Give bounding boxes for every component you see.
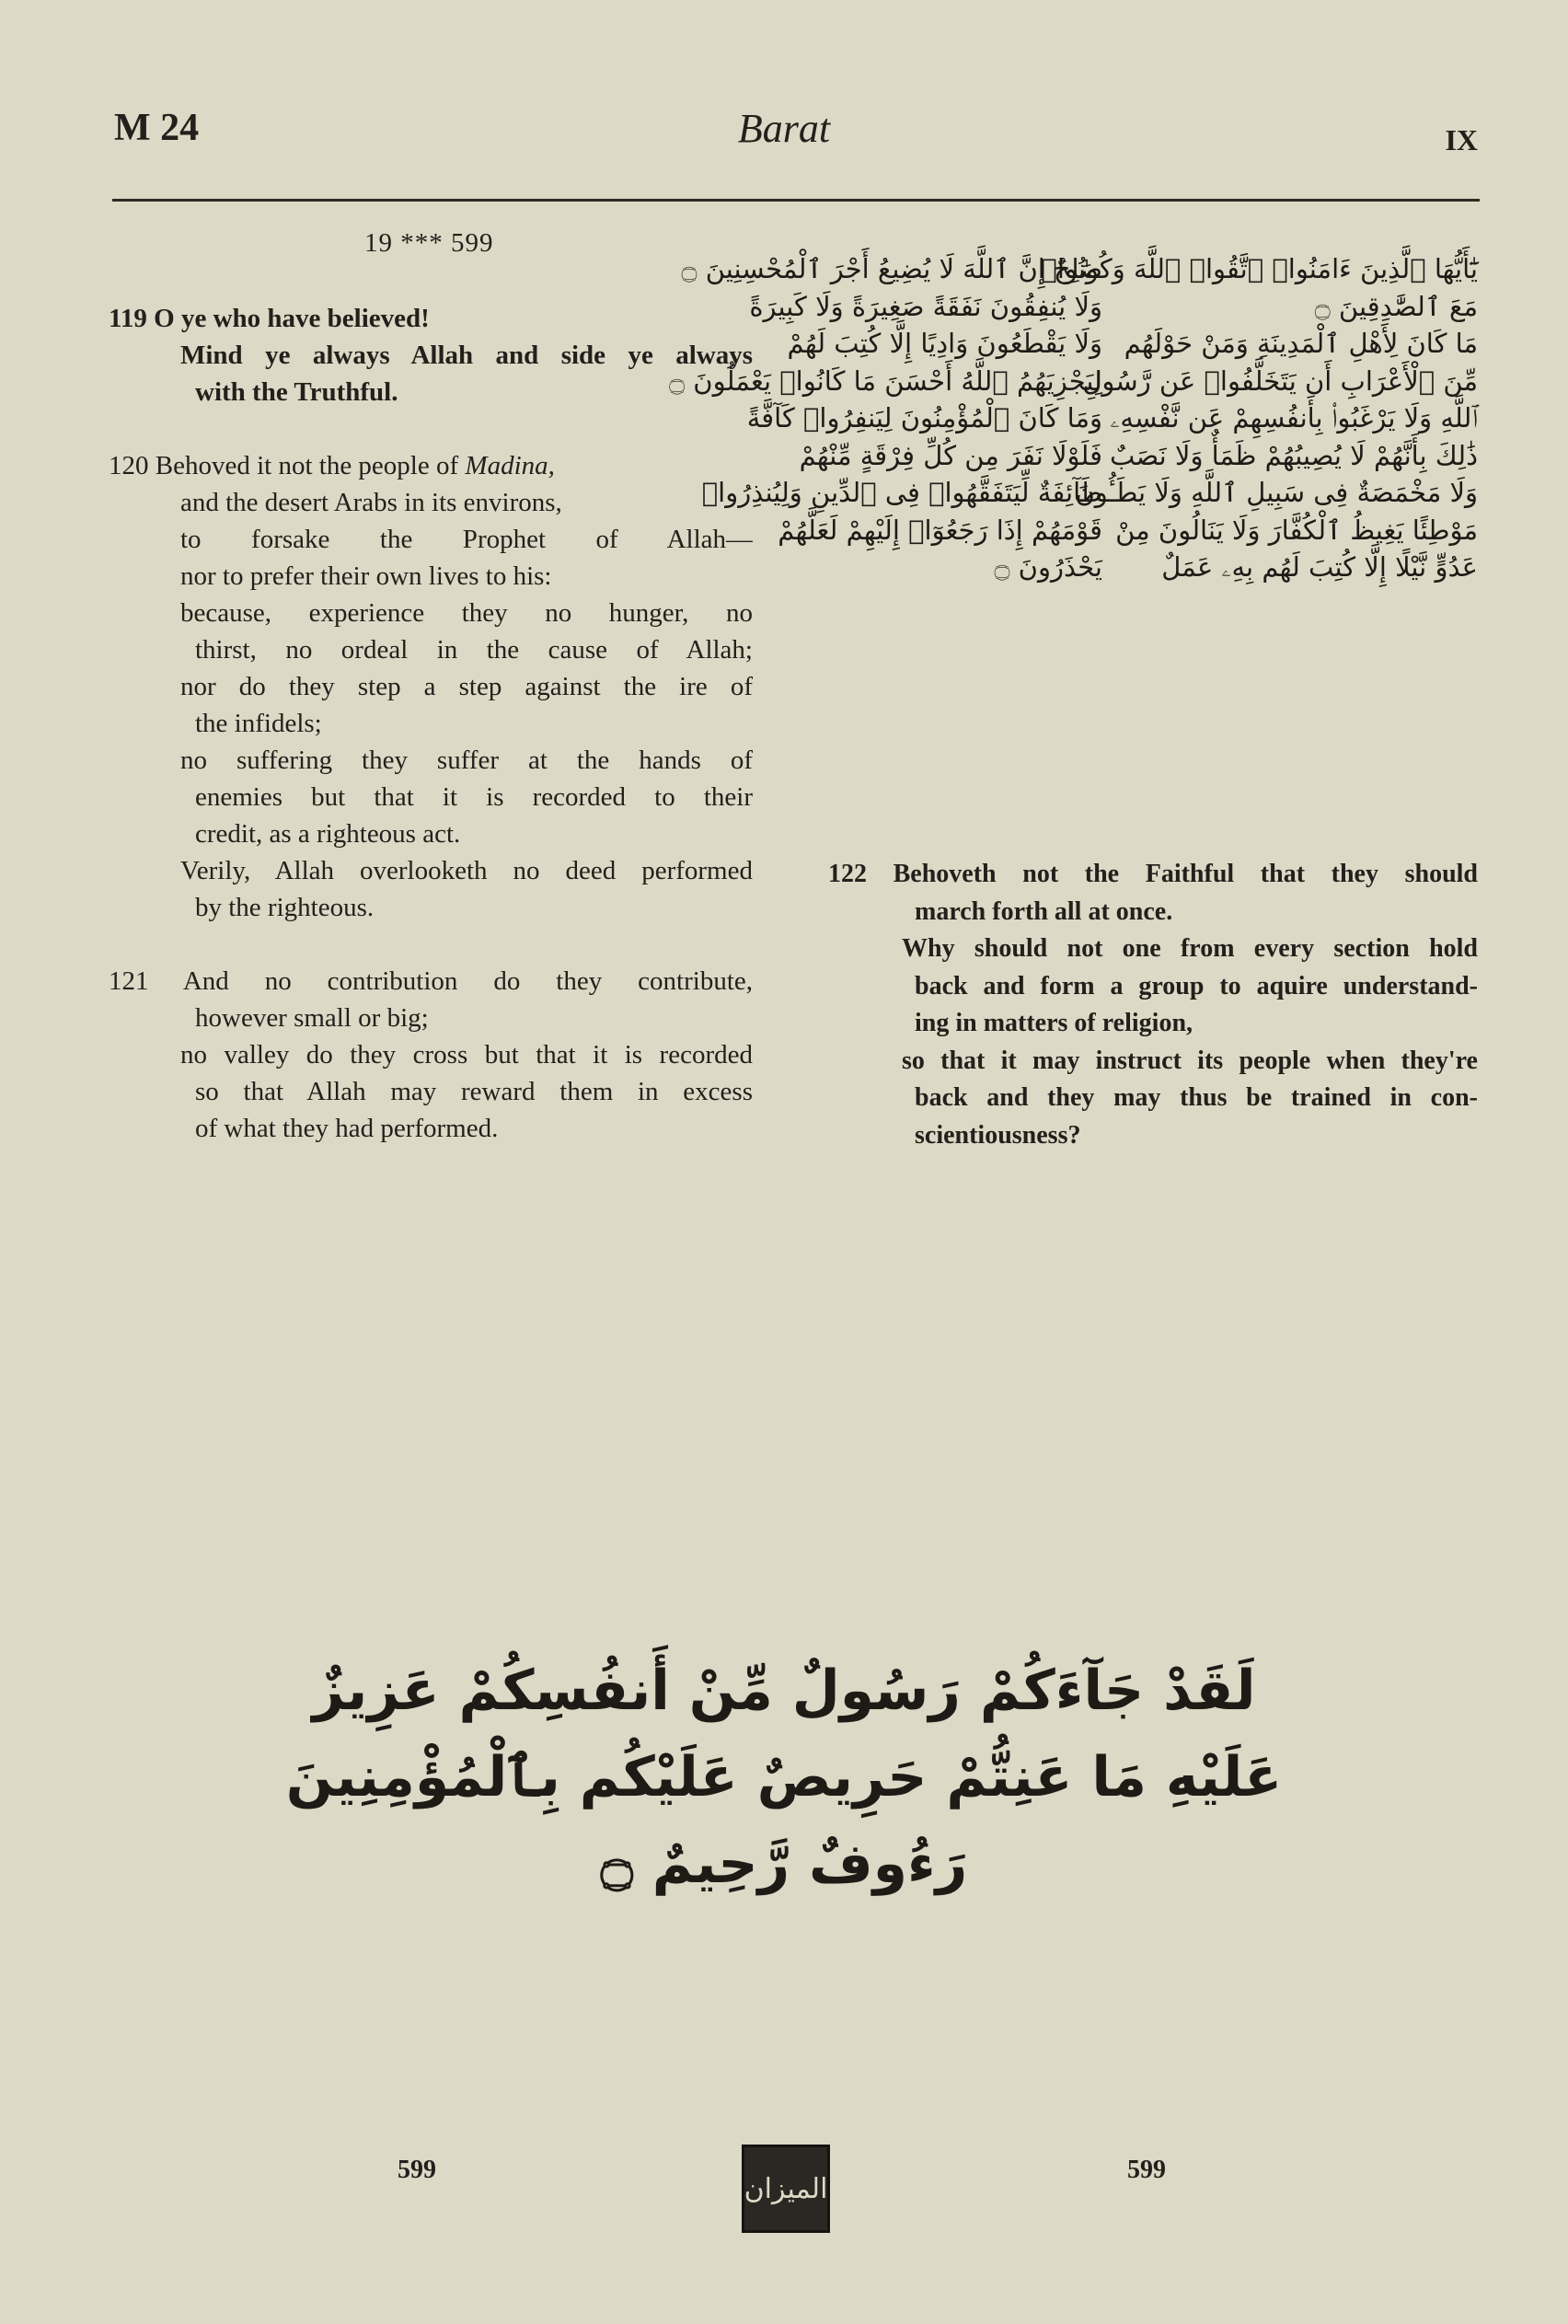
verse-line: ing in matters of religion, bbox=[915, 1009, 1193, 1037]
verse-line: no valley do they cross but that it is recorded bbox=[180, 1040, 753, 1070]
verse-line-text: 120 Behoved it not the people of bbox=[109, 451, 466, 480]
verse-line: back and form a group to aquire understand- bbox=[915, 971, 1478, 1000]
arabic-line: ذَٰلِكَ بِأَنَّهُمْ لَا يُصِيبُهُمْ ظَمَأٌ وَلَا نَصَبٌ bbox=[1110, 439, 1478, 471]
arabic-line: وَلَا يَقْطَعُونَ وَادِيًا إِلَّا كُتِبَ لَهُمْ bbox=[787, 328, 1102, 359]
header-rule bbox=[112, 199, 1480, 202]
verse-line: back and they may thus be trained in con- bbox=[915, 1083, 1478, 1112]
verse-121 bbox=[109, 963, 753, 1147]
header-chapter: IX bbox=[1445, 123, 1478, 156]
arabic-line: يَٰٓأَيُّهَا ٱلَّذِينَ ءَامَنُوا۟ ٱتَّقُوا۟ ٱللَّهَ وَكُونُوا۟ bbox=[1041, 253, 1478, 284]
arabic-line: لِيَجْزِيَهُمُ ٱللَّهُ أَحْسَنَ مَا كَانُوا۟ يَعْمَلُونَ ۝ bbox=[669, 364, 1102, 397]
verse-line: of what they had performed. bbox=[195, 1114, 499, 1143]
arabic-text-left-column bbox=[669, 250, 1102, 586]
verse-line: thirst, no ordeal in the cause of Allah; bbox=[195, 635, 753, 665]
verse-line: so that Allah may reward them in excess bbox=[195, 1077, 753, 1106]
verse-line: by the righteous. bbox=[195, 893, 375, 922]
arabic-line: رَءُوفٌ رَّحِيمٌ ۝ bbox=[600, 1832, 968, 1896]
arabic-line: مَا كَانَ لِأَهْلِ ٱلْمَدِينَةِ وَمَنْ حَوْلَهُم bbox=[1124, 328, 1478, 359]
logo-text: الميزان bbox=[744, 2172, 828, 2205]
verse-line: march forth all at once. bbox=[915, 896, 1173, 926]
arabic-line: وَلَا مَخْمَصَةٌ فِى سَبِيلِ ٱللَّهِ وَلَا يَطَـُٔونَ bbox=[1075, 477, 1478, 508]
arabic-line: عَدُوٍّ نَّيْلًا إِلَّا كُتِبَ لَهُم بِهِۦ عَمَلٌ bbox=[1161, 551, 1478, 583]
verse-line: nor do they step a step against the ire of bbox=[180, 672, 753, 701]
arabic-line: طَآئِفَةٌ لِّيَتَفَقَّهُوا۟ فِى ٱلدِّينِ وَلِيُنذِرُوا۟ bbox=[701, 477, 1102, 508]
verse-119 bbox=[109, 300, 753, 410]
publisher-logo bbox=[742, 2145, 830, 2233]
arabic-line: صَٰلِحٌ إِنَّ ٱللَّهَ لَا يُضِيعُ أَجْرَ ٱلْمُحْسِنِينَ ۝ bbox=[681, 253, 1102, 284]
verse-line: credit, as a righteous act. bbox=[195, 819, 461, 849]
verse-line: Verily, Allah overlooketh no deed performed bbox=[180, 856, 753, 885]
arabic-line: لَقَدْ جَآءَكُمْ رَسُولٌ مِّنْ أَنفُسِكُمْ عَزِيزٌ bbox=[312, 1659, 1256, 1723]
verse-122 bbox=[828, 856, 1478, 1154]
arabic-line: وَمَا كَانَ ٱلْمُؤْمِنُونَ لِيَنفِرُوا۟ كَآفَّةً bbox=[746, 402, 1102, 434]
header-title: Barat bbox=[737, 106, 831, 151]
left-translation-column bbox=[109, 300, 753, 1184]
verse-line: with the Truthful. bbox=[195, 377, 398, 407]
arabic-line: ٱللَّهِ وَلَا يَرْغَبُوا۟ بِأَنفُسِهِمْ عَن نَّفْسِهِۦ bbox=[1110, 402, 1478, 434]
verse-line: 121 And no contribution do they contribute, bbox=[109, 966, 753, 996]
arabic-line: يَحْذَرُونَ ۝ bbox=[994, 551, 1102, 583]
arabic-line: فَلَوْلَا نَفَرَ مِن كُلِّ فِرْقَةٍ مِّنْهُمْ bbox=[799, 439, 1102, 471]
verse-line: enemies but that it is recorded to their bbox=[195, 782, 753, 812]
verse-line: because, experience they no hunger, no bbox=[180, 598, 753, 628]
header-manzil: M 24 bbox=[114, 107, 200, 149]
verse-line: no suffering they suffer at the hands of bbox=[180, 746, 753, 775]
verse-line: 119 O ye who have believed! bbox=[109, 304, 430, 333]
arabic-line: مِّنَ ٱلْأَعْرَابِ أَن يَتَخَلَّفُوا۟ عَن رَّسُولِ bbox=[1082, 364, 1478, 397]
verse-line: scientiousness? bbox=[915, 1120, 1081, 1150]
right-translation-column bbox=[828, 856, 1478, 1191]
arabic-line: مَوْطِئًا يَغِيظُ ٱلْكُفَّارَ وَلَا يَنَالُونَ مِنْ bbox=[1115, 514, 1478, 546]
page-number-left: 599 bbox=[398, 2156, 436, 2184]
page-number-right: 599 bbox=[1127, 2156, 1166, 2184]
arabic-line: مَعَ ٱلصَّٰدِقِينَ ۝ bbox=[1314, 290, 1478, 322]
verse-reference: 19 *** 599 bbox=[364, 228, 494, 258]
arabic-calligraphy-block bbox=[0, 1648, 1568, 1907]
verse-line: Why should not one from every section hold bbox=[902, 934, 1478, 963]
verse-line: Mind ye always Allah and side ye always bbox=[180, 341, 753, 370]
arabic-line: قَوْمَهُمْ إِذَا رَجَعُوٓا۟ إِلَيْهِمْ لَعَلَّهُمْ bbox=[778, 514, 1102, 546]
verse-line: however small or big; bbox=[195, 1003, 429, 1033]
verse-line: and the desert Arabs in its environs, bbox=[180, 488, 562, 517]
verse-line bbox=[109, 447, 753, 484]
arabic-line: وَلَا يُنفِقُونَ نَفَقَةً صَغِيرَةً وَلَا كَبِيرَةً bbox=[749, 290, 1102, 322]
arabic-line: عَلَيْهِ مَا عَنِتُّمْ حَرِيصٌ عَلَيْكُم بِٱلْمُؤْمِنِينَ bbox=[285, 1745, 1283, 1809]
verse-line: nor to prefer their own lives to his: bbox=[180, 561, 552, 591]
verse-120 bbox=[109, 447, 753, 926]
verse-line: 122 Behoveth not the Faithful that they should bbox=[828, 860, 1478, 888]
verse-line: the infidels; bbox=[195, 709, 322, 738]
place-name: Madina, bbox=[465, 451, 555, 480]
verse-line: so that it may instruct its people when they're bbox=[902, 1046, 1478, 1075]
verse-line: to forsake the Prophet of Allah— bbox=[180, 525, 753, 554]
